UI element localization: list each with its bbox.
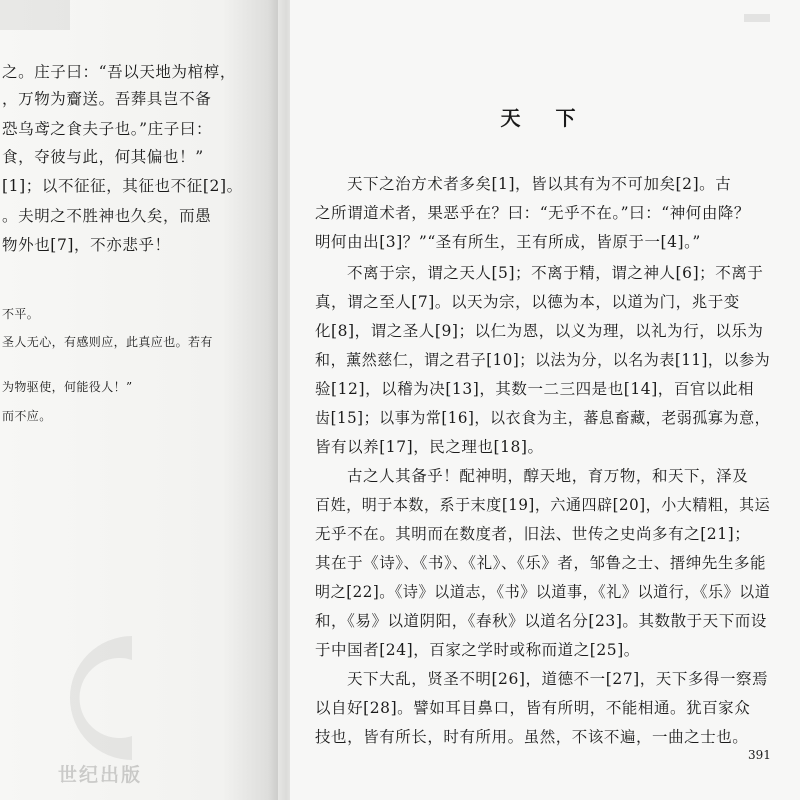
right-text-line: 和，《易》以道阴阳，《春秋》以道名分[23]。其数散于天下而设 xyxy=(315,612,767,630)
left-text-line: ，万物为齎送。吾葬具岂不备 xyxy=(2,90,212,108)
right-text-line: 皆有以养[17]，民之理也[18]。 xyxy=(315,438,544,456)
left-text-line: 。夫明之不胜神也久矣，而愚 xyxy=(2,207,212,225)
left-text-line: 食，夺彼与此，何其偏也！” xyxy=(2,148,204,166)
page-number: 391 xyxy=(748,748,771,762)
right-text-line: 天下之治方术者多矣[1]，皆以其有为不可加矣[2]。古 xyxy=(347,175,732,193)
right-text-line: 技也，皆有所长，时有所用。虽然，不该不遍，一曲之士也。 xyxy=(315,728,749,746)
left-note-line: 不平。 xyxy=(2,307,40,321)
left-text-line: [1]；以不征征，其征也不征[2]。 xyxy=(2,177,243,195)
publisher-watermark: 世纪出版 xyxy=(58,764,143,786)
right-text-line: 于中国者[24]，百家之学时或称而道之[25]。 xyxy=(315,641,640,659)
left-text-line: 之。庄子曰：“吾以天地为棺椁， xyxy=(2,63,236,81)
right-page xyxy=(290,0,800,800)
right-text-line: 无乎不在。其明而在数度者，旧法、世传之史尚多有之[21]； xyxy=(315,525,751,543)
left-note-line: 而不应。 xyxy=(2,409,52,423)
header-mark xyxy=(744,14,770,22)
publisher-logo-icon xyxy=(62,628,162,768)
chapter-title: 天 下 xyxy=(500,106,590,130)
right-text-line: 以自好[28]。譬如耳目鼻口，皆有所明，不能相通。犹百家众 xyxy=(315,699,751,717)
right-text-line: 齿[15]；以事为常[16]，以衣食为主，蕃息畜藏，老弱孤寡为意， xyxy=(315,409,771,427)
right-text-line: 真，谓之至人[7]。以天为宗，以德为本，以道为门，兆于变 xyxy=(315,293,740,311)
left-text-line: 恐乌鸢之食夫子也。”庄子曰： xyxy=(2,120,213,138)
corner-shadow xyxy=(0,0,70,30)
right-text-line: 天下大乱，贤圣不明[26]，道德不一[27]，天下多得一察焉 xyxy=(347,670,769,688)
right-text-line: 不离于宗，谓之天人[5]；不离于精，谓之神人[6]；不离于 xyxy=(347,264,764,282)
right-text-line: 明何由出[3]？”“圣有所生，王有所成，皆原于一[4]。” xyxy=(315,233,701,251)
right-text-line: 明之[22]。《诗》以道志，《书》以道事，《礼》以道行，《乐》以道 xyxy=(315,583,771,601)
right-text-line: 和，薰然慈仁，谓之君子[10]；以法为分，以名为表[11]，以参为 xyxy=(315,351,771,369)
left-note-line: 为物驱使，何能役人！” xyxy=(2,380,133,394)
right-text-line: 百姓，明于本数，系于末度[19]，六通四辟[20]，小大精粗，其运 xyxy=(315,496,771,514)
right-text-line: 之所谓道术者，果恶乎在？曰：“无乎不在。”曰：“神何由降？ xyxy=(315,204,750,222)
left-text-line: 物外也[7]，不亦悲乎！ xyxy=(2,236,171,254)
right-text-line: 化[8]，谓之圣人[9]；以仁为恩，以义为理，以礼为行，以乐为 xyxy=(315,322,764,340)
right-text-line: 古之人其备乎！配神明，醇天地，育万物，和天下，泽及 xyxy=(347,467,749,485)
right-text-line: 其在于《诗》、《书》、《礼》、《乐》者，邹鲁之士、搢绅先生多能 xyxy=(315,554,767,572)
left-page xyxy=(0,0,278,800)
left-note-line: 圣人无心，有感则应，此真应也。若有 xyxy=(2,335,213,349)
right-text-line: 验[12]，以稽为决[13]，其数一二三四是也[14]，百官以此相 xyxy=(315,380,755,398)
